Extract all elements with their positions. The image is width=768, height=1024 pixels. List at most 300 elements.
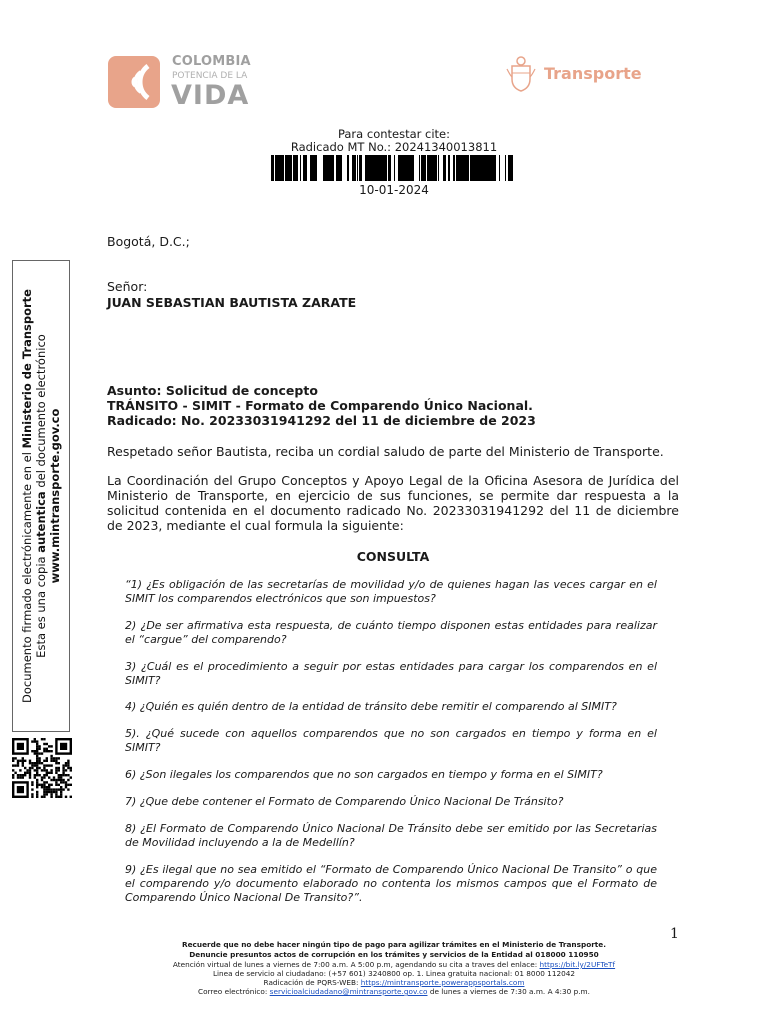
qr-module (38, 762, 40, 764)
barcode-bar (443, 155, 445, 181)
qr-module (31, 762, 33, 764)
qr-module (50, 779, 52, 781)
qr-module (60, 774, 62, 776)
footer-pqrs-link[interactable]: https://mintransporte.powerappsportals.com (360, 978, 525, 987)
qr-module (26, 769, 28, 771)
qr-module (65, 796, 67, 798)
qr-module (17, 786, 24, 793)
qr-module (50, 760, 52, 762)
qr-module (34, 738, 36, 740)
qr-module (19, 774, 21, 776)
qr-module (31, 796, 33, 798)
qr-module (67, 762, 69, 764)
footer-pqrs-text: Radicación de PQRS-WEB: (263, 978, 361, 987)
qr-module (41, 776, 43, 778)
barcode-bar (361, 155, 362, 181)
barcode-bar (492, 155, 493, 181)
barcode-bar (272, 155, 273, 181)
footer-email-text: Correo electrónico: (198, 987, 270, 996)
barcode-bar (473, 155, 475, 181)
qr-module (58, 762, 60, 764)
qr-module (43, 760, 45, 762)
qr-module (46, 786, 48, 788)
subject-line: Asunto: Solicitud de concepto (107, 383, 318, 398)
qr-module (36, 791, 38, 793)
qr-module (70, 767, 72, 769)
barcode-bar (280, 155, 281, 181)
qr-module (29, 776, 31, 778)
qr-module (55, 757, 57, 759)
barcode-bar (403, 155, 404, 181)
barcode-bar (388, 155, 391, 181)
qr-module (48, 745, 50, 747)
barcode-bar (384, 155, 387, 181)
barcode-bar (359, 155, 360, 181)
qr-module (58, 774, 60, 776)
qr-module (53, 760, 55, 762)
qr-module (14, 764, 16, 766)
qr-module (53, 757, 55, 759)
qr-module (43, 769, 45, 771)
barcode-bar (411, 155, 413, 181)
qr-module (60, 779, 62, 781)
qr-module (60, 786, 62, 788)
qr-module (50, 788, 52, 790)
colombia-potencia-de-la-vida-logo (108, 52, 258, 114)
barcode-bar (326, 155, 327, 181)
qr-module (55, 772, 57, 774)
barcode-bar (486, 155, 488, 181)
qr-module (55, 767, 57, 769)
recipient-name: JUAN SEBASTIAN BAUTISTA ZARATE (107, 295, 357, 310)
qr-module (50, 755, 52, 757)
barcode-bar (453, 155, 455, 181)
qr-module (53, 788, 55, 790)
qr-module (34, 776, 36, 778)
qr-module (43, 764, 45, 766)
barcode-bar (371, 155, 372, 181)
barcode-bar (311, 155, 312, 181)
qr-module (43, 748, 45, 750)
question-item: 2) ¿De ser afirmativa esta respuesta, de cuánto tiempo disponen estas entidades para realizar el “cargue” del comparendo? (125, 619, 657, 646)
barcode-bar (353, 155, 354, 181)
subject-line: Radicado: No. 20233031941292 del 11 de diciembre de 2023 (107, 413, 536, 428)
qr-module (43, 738, 45, 740)
barcode-bar (355, 155, 356, 181)
qr-module (46, 793, 48, 795)
salutation-label: Señor: (107, 279, 148, 294)
question-item: “1) ¿Es obligación de las secretarías de movilidad y/o de quienes hagan las veces cargar en el SIMIT los comparendos electrónicos que son impuestos? (125, 578, 657, 605)
qr-module (41, 738, 43, 740)
qr-module (43, 767, 45, 769)
barcode-bar (285, 155, 287, 181)
question-item: 4) ¿Quién es quién dentro de la entidad de tránsito debe remitir el comparendo al SIMIT? (125, 700, 617, 713)
qr-module (29, 772, 31, 774)
qr-module (41, 752, 43, 754)
barcode-bar (275, 155, 277, 181)
radicado-date: 10-01-2024 (359, 183, 429, 197)
qr-module (65, 786, 67, 788)
barcode-bar (479, 155, 482, 181)
qr-module (36, 745, 38, 747)
barcode-bar (323, 155, 325, 181)
qr-module (29, 767, 31, 769)
barcode-bar (456, 155, 459, 181)
qr-module (55, 760, 57, 762)
subject-line: TRÁNSITO - SIMIT - Formato de Comparendo Único Nacional. (107, 398, 533, 413)
qr-module (70, 776, 72, 778)
qr-module (65, 762, 67, 764)
barcode-bar (300, 155, 301, 181)
barcode-bar (465, 155, 468, 181)
qr-module (48, 786, 50, 788)
transporte-logo (506, 55, 641, 95)
qr-module (41, 779, 43, 781)
barcode-bar (419, 155, 420, 181)
barcode-bar (381, 155, 384, 181)
qr-module (58, 769, 60, 771)
qr-module (34, 740, 36, 742)
qr-module (24, 760, 26, 762)
barcode-bar (491, 155, 492, 181)
stamp-line: www.mintransporte.gov.co (48, 408, 62, 584)
qr-module (46, 750, 48, 752)
barcode-bar (459, 155, 460, 181)
qr-module (62, 772, 64, 774)
coat-of-arms-icon (506, 55, 536, 93)
qr-module (36, 774, 38, 776)
barcode-bar (338, 155, 341, 181)
qr-module (55, 779, 57, 781)
qr-module (65, 764, 67, 766)
barcode-bar (306, 155, 307, 181)
barcode-bar (354, 155, 355, 181)
qr-module (36, 784, 38, 786)
barcode-bar (289, 155, 292, 181)
barcode-bar (330, 155, 332, 181)
page-number: 1 (670, 926, 679, 942)
qr-module (62, 774, 64, 776)
qr-module (43, 791, 45, 793)
barcode-bar (293, 155, 294, 181)
qr-module (41, 786, 43, 788)
qr-module (62, 764, 64, 766)
qr-module (43, 743, 45, 745)
qr-module (22, 764, 24, 766)
qr-module (17, 764, 19, 766)
qr-module (46, 791, 48, 793)
barcode-bar (314, 155, 315, 181)
qr-module (50, 796, 52, 798)
qr-module (60, 743, 67, 750)
barcode-bar (449, 155, 450, 181)
qr-module (19, 769, 21, 771)
barcode-bar (432, 155, 435, 181)
verification-qr-code[interactable] (12, 738, 72, 798)
barcode-bar (495, 155, 496, 181)
barcode-bar (281, 155, 283, 181)
qr-module (43, 774, 45, 776)
qr-module (48, 776, 50, 778)
qr-module (31, 784, 33, 786)
qr-module (38, 745, 40, 747)
qr-module (12, 760, 14, 762)
qr-module (31, 781, 33, 783)
barcode-bar (305, 155, 306, 181)
qr-module (29, 774, 31, 776)
qr-module (17, 762, 19, 764)
place-line: Bogotá, D.C.; (107, 234, 190, 249)
qr-module (38, 767, 40, 769)
qr-module (22, 774, 24, 776)
qr-module (50, 793, 52, 795)
qr-module (43, 788, 45, 790)
qr-module (67, 784, 69, 786)
qr-module (50, 784, 52, 786)
qr-module (55, 796, 57, 798)
qr-module (41, 769, 43, 771)
barcode-bar (460, 155, 462, 181)
barcode-bar (312, 155, 314, 181)
qr-module (22, 760, 24, 762)
qr-module (14, 757, 16, 759)
barcode-bar (435, 155, 437, 181)
barcode-bar (369, 155, 371, 181)
qr-module (58, 757, 60, 759)
barcode-bar (468, 155, 469, 181)
qr-module (46, 748, 48, 750)
qr-module (70, 796, 72, 798)
barcode-bar (438, 155, 439, 181)
barcode-bar (462, 155, 465, 181)
qr-module (48, 784, 50, 786)
barcode-bar (360, 155, 361, 181)
barcode-bar (482, 155, 484, 181)
qr-module (36, 740, 38, 742)
footer-email (100, 987, 688, 997)
qr-module (58, 788, 60, 790)
qr-module (58, 784, 60, 786)
qr-module (55, 793, 57, 795)
barcode-bar (372, 155, 373, 181)
qr-module (46, 781, 48, 783)
footer-notice: Recuerde que no debe hacer ningún tipo de pago para agilizar trámites en el Ministerio de Transporte. (181, 940, 607, 949)
qr-module (43, 784, 45, 786)
qr-module (50, 745, 52, 747)
question-item: 5). ¿Qué sucede con aquellos comparendos que no son cargados en tiempo y forma en el SIMIT? (125, 727, 657, 754)
qr-module (55, 788, 57, 790)
qr-module (53, 776, 55, 778)
qr-module (50, 772, 52, 774)
qr-module (36, 772, 38, 774)
qr-module (17, 743, 24, 750)
cite-label: Para contestar cite: (337, 127, 451, 141)
qr-module (31, 750, 33, 752)
barcode-bar (315, 155, 317, 181)
barcode-bar (377, 155, 378, 181)
qr-module (38, 774, 40, 776)
qr-module (60, 796, 62, 798)
radicado-number: Radicado MT No.: 20241340013811 (290, 140, 498, 154)
transporte-logo-label: Transporte (544, 64, 642, 83)
qr-module (67, 779, 69, 781)
barcode-bar (511, 155, 513, 181)
qr-module (36, 760, 38, 762)
barcode-bar (425, 155, 426, 181)
barcode-bar (494, 155, 495, 181)
barcode-bar (488, 155, 491, 181)
qr-module (46, 769, 48, 771)
greeting-paragraph: Respetado señor Bautista, reciba un cordial saludo de parte del Ministerio de Transporte. (107, 444, 664, 459)
qr-module (43, 776, 45, 778)
qr-module (12, 757, 14, 759)
question-item: 6) ¿Son ilegales los comparendos que no son cargados en tiempo y forma en el SIMIT? (125, 768, 603, 781)
qr-module (43, 781, 45, 783)
colombia-logo-mark-icon (108, 56, 160, 108)
barcode-bar (357, 155, 358, 181)
qr-module (36, 781, 38, 783)
footer-email-link[interactable]: servicioalciudadano@mintransporte.gov.co (269, 987, 428, 996)
barcode-bar (505, 155, 506, 181)
qr-module (65, 774, 67, 776)
qr-module (46, 757, 48, 759)
qr-module (17, 776, 19, 778)
footer-email-hours: de lunes a viernes de 7:30 a.m. A 4:30 p.m. (427, 987, 590, 996)
qr-module (60, 788, 62, 790)
barcode-bar (373, 155, 374, 181)
barcode-bar (475, 155, 477, 181)
barcode-bar (287, 155, 289, 181)
qr-module (34, 752, 36, 754)
barcode-bar (365, 155, 368, 181)
qr-module (67, 774, 69, 776)
barcode-bar (400, 155, 403, 181)
barcode-bar (485, 155, 486, 181)
barcode-bar (394, 155, 395, 181)
electronic-signature-stamp (12, 260, 70, 732)
qr-module (43, 750, 45, 752)
barcode-bar (294, 155, 296, 181)
qr-module (46, 772, 48, 774)
qr-module (31, 740, 33, 742)
barcode-bar (404, 155, 407, 181)
qr-module (60, 776, 62, 778)
qr-module (34, 764, 36, 766)
qr-module (46, 788, 48, 790)
qr-module (70, 769, 72, 771)
barcode-bar (352, 155, 353, 181)
barcode-bar (470, 155, 473, 181)
barcode-bar (477, 155, 478, 181)
qr-module (36, 752, 38, 754)
qr-module (38, 748, 40, 750)
qr-module (17, 760, 19, 762)
qr-module (58, 779, 60, 781)
stamp-text-part: Documento firmado electrónicamente en el (20, 448, 34, 703)
barcode-bar (378, 155, 381, 181)
qr-module (36, 786, 38, 788)
qr-module (60, 781, 62, 783)
qr-module (67, 788, 69, 790)
qr-module (50, 791, 52, 793)
qr-module (22, 762, 24, 764)
qr-module (60, 793, 62, 795)
qr-module (31, 764, 33, 766)
qr-module (55, 791, 57, 793)
qr-module (41, 796, 43, 798)
qr-module (50, 750, 52, 752)
barcode-bar (448, 155, 449, 181)
qr-module (60, 791, 62, 793)
section-title: CONSULTA (356, 549, 430, 564)
logo-line-vida: VIDA (171, 80, 250, 111)
barcode-bar (484, 155, 485, 181)
radicado-barcode (271, 155, 513, 181)
qr-module (29, 762, 31, 764)
barcode-bar (430, 155, 431, 181)
qr-module (12, 774, 14, 776)
qr-module (65, 784, 67, 786)
qr-module (58, 776, 60, 778)
qr-module (48, 788, 50, 790)
qr-module (36, 762, 38, 764)
qr-module (62, 769, 64, 771)
qr-module (17, 774, 19, 776)
footer-phone: Linea de servicio al ciudadano: (+57 601) 3240800 op. 1. Linea gratuita nacional: 01 8000 112042 (212, 969, 576, 978)
qr-module (65, 769, 67, 771)
qr-module (36, 748, 38, 750)
stamp-text-part: Ministerio de Transporte (20, 289, 34, 449)
qr-module (31, 767, 33, 769)
barcode-bar (428, 155, 430, 181)
qr-module (36, 764, 38, 766)
barcode-bar (271, 155, 272, 181)
qr-module (58, 767, 60, 769)
qr-module (24, 767, 26, 769)
qr-module (46, 774, 48, 776)
barcode-bar (273, 155, 274, 181)
qr-module (50, 757, 52, 759)
barcode-bar (374, 155, 377, 181)
qr-module (67, 767, 69, 769)
intro-paragraph: La Coordinación del Grupo Conceptos y Apoyo Legal de la Oficina Asesora de Jurídica del Ministerio de Transporte, en ejercicio de sus funciones, se permite dar respuesta a la solicitud contenida en el documento radicado No. 20233031941292 del 11 de diciembre de 2023, mediante el cual formula la siguiente: (107, 473, 679, 533)
stamp-text-part: Esta es una copia (34, 552, 48, 658)
qr-module (50, 769, 52, 771)
qr-module (14, 772, 16, 774)
stamp-line (34, 276, 48, 716)
logo-line-colombia: COLOMBIA (172, 54, 251, 69)
qr-module (36, 796, 38, 798)
footer-attention-text: Atención virtual de lunes a viernes de 7:00 a.m. A 5:00 p.m, agendando su cita a traves del enlace: (172, 960, 540, 969)
qr-module (67, 764, 69, 766)
barcode-bar (310, 155, 311, 181)
barcode-bar (509, 155, 511, 181)
qr-module (38, 757, 40, 759)
footer-appointment-link[interactable]: https://bit.ly/2UFTeTf (539, 960, 616, 969)
qr-module (36, 769, 38, 771)
qr-module (62, 781, 64, 783)
qr-module (70, 784, 72, 786)
barcode-bar (478, 155, 479, 181)
logo-line-potencia: POTENCIA DE LA (172, 71, 248, 81)
qr-module (53, 791, 55, 793)
qr-module (48, 772, 50, 774)
qr-module (26, 772, 28, 774)
barcode-bar (277, 155, 280, 181)
barcode-bar (423, 155, 424, 181)
barcode-bar (303, 155, 305, 181)
barcode-bar (431, 155, 432, 181)
